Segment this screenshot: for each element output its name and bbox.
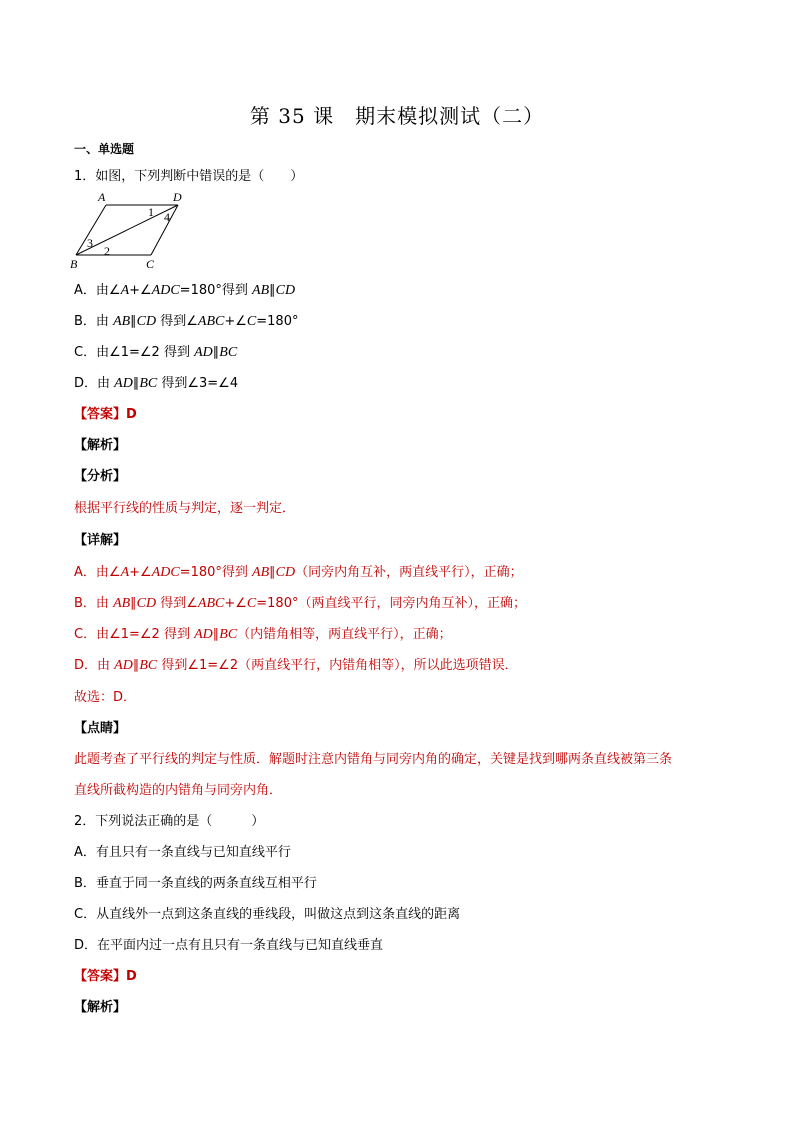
q1-fenxi-heading: 【分析】 (74, 469, 127, 484)
q1-option-c: C．由∠1=∠2 得到 AD∥BC (74, 345, 238, 360)
q1-answer: 【答案】D (74, 407, 137, 422)
q1-detail-b: B．由 AB∥CD 得到∠ABC+∠C=180°（两直线平行，同旁内角互补），正确； (74, 596, 526, 611)
q1-detail-d: D．由 AD∥BC 得到∠1=∠2（两直线平行，内错角相等），所以此选项错误． (74, 658, 518, 673)
q2-option-b: B．垂直于同一条直线的两条直线互相平行 (74, 876, 317, 891)
q1-figure (66, 188, 206, 274)
q1-detail-heading: 【详解】 (74, 533, 127, 548)
q1-remark-line2: 直线所截构造的内错角与同旁内角． (74, 783, 283, 798)
q1-stem: 1．如图，下列判断中错误的是（ ） (74, 169, 304, 184)
section-heading: 一、单选题 (74, 142, 135, 156)
q1-analysis-heading: 【解析】 (74, 438, 127, 453)
q2-answer: 【答案】D (74, 969, 137, 984)
point-b-label: B (70, 257, 78, 271)
q2-analysis-heading: 【解析】 (74, 1000, 127, 1015)
q1-fenxi-text: 根据平行线的性质与判定，逐一判定． (74, 501, 296, 516)
angle-4-label: 4 (164, 210, 170, 224)
q1-option-b: B．由 AB∥CD 得到∠ABC+∠C=180° (74, 314, 299, 329)
q2-stem: 2．下列说法正确的是（ ） (74, 814, 265, 829)
q1-remark-heading: 【点睛】 (74, 721, 127, 736)
q1-detail-a: A．由∠A+∠ADC=180°得到 AB∥CD（同旁内角互补，两直线平行），正确； (74, 565, 523, 580)
q2-option-a: A．有且只有一条直线与已知直线平行 (74, 845, 291, 860)
q1-remark-line1: 此题考查了平行线的判定与性质．解题时注意内错角与同旁内角的确定，关键是找到哪两条直线被第三条 (74, 752, 673, 767)
angle-1-label: 1 (148, 205, 154, 219)
point-a-label: A (98, 190, 106, 204)
angle-3-label: 3 (87, 236, 93, 250)
angle-2-label: 2 (104, 244, 110, 258)
point-c-label: C (146, 257, 155, 271)
q2-option-c: C．从直线外一点到这条直线的垂线段，叫做这点到这条直线的距离 (74, 907, 461, 922)
page-title: 第 35 课 期末模拟测试（二） (249, 104, 545, 128)
q1-choice: 故选：D． (74, 690, 137, 705)
q1-detail-c: C．由∠1=∠2 得到 AD∥BC（内错角相等，两直线平行），正确； (74, 627, 452, 642)
q1-option-a: A．由∠A+∠ADC=180°得到 AB∥CD (74, 283, 296, 298)
q1-option-d: D．由 AD∥BC 得到∠3=∠4 (74, 376, 239, 391)
q2-option-d: D．在平面内过一点有且只有一条直线与已知直线垂直 (74, 938, 384, 953)
point-d-label: D (173, 190, 182, 204)
